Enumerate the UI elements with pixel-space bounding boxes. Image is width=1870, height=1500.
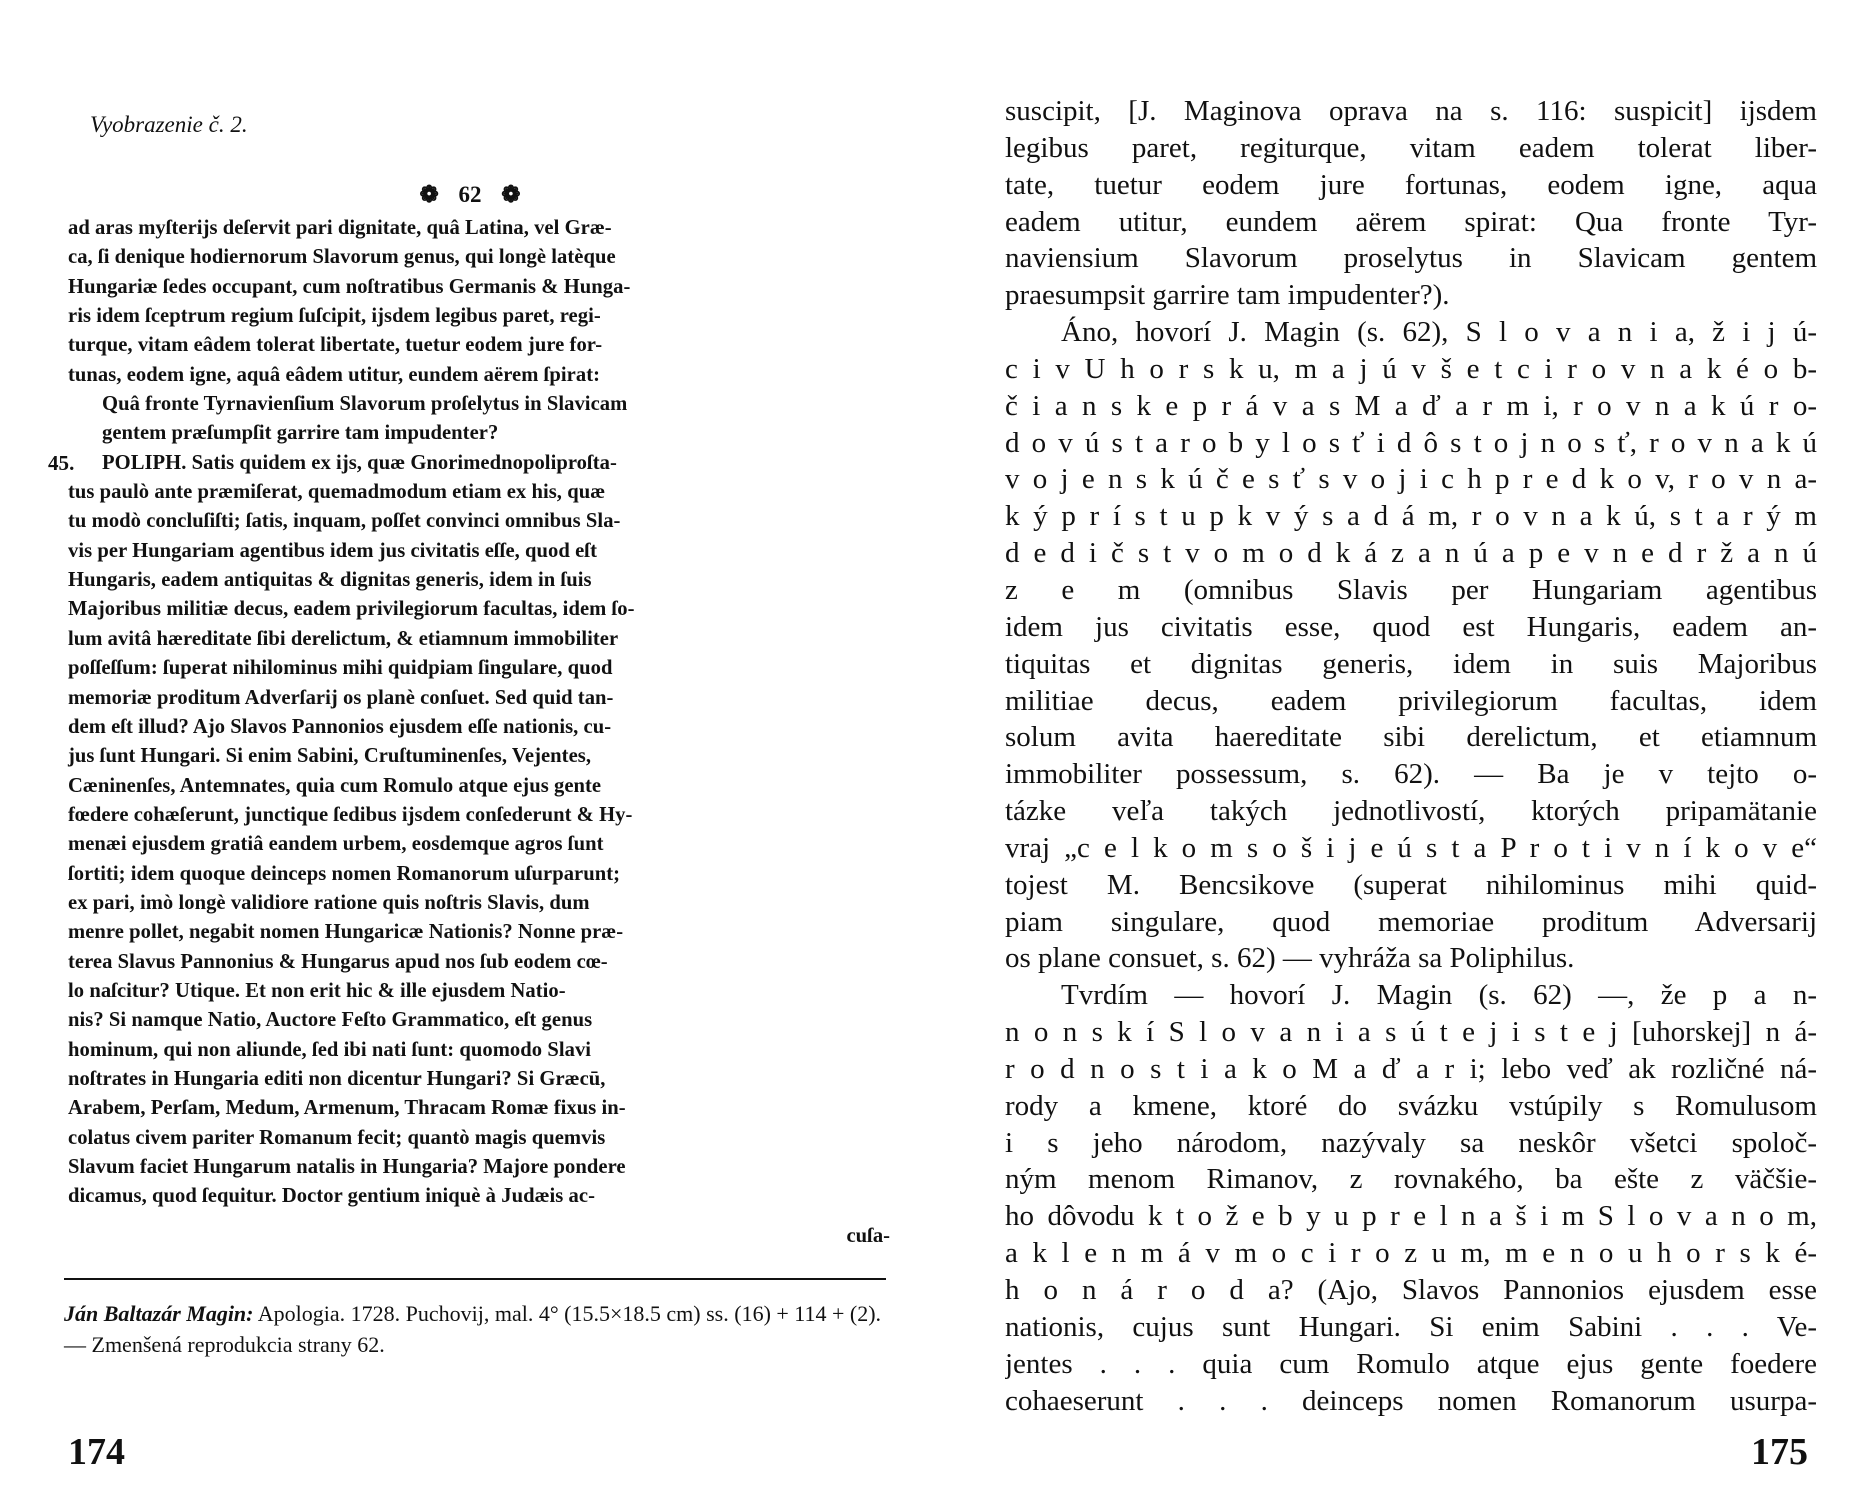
scan-line [50, 478, 890, 507]
scan-line-text: terea Slavus Pannonius & Hungarus apud nos ſub eodem cœ- [68, 950, 608, 973]
scan-line [50, 595, 890, 624]
scan-line [50, 772, 890, 801]
text-line: ho dôvodu k t o ž e b y u p r e l n a š i m S l o v a n o m, [1005, 1200, 1817, 1233]
scan-line-text: ca, ſi denique hodiernorum Slavorum genus, qui longè latèque [68, 246, 616, 269]
scan-line [50, 1182, 890, 1211]
scan-line-text: ſortiti; idem quoque deinceps nomen Romanorum uſurparunt; [68, 862, 621, 885]
scan-line [50, 889, 890, 918]
text-line: Áno, hovorí J. Magin (s. 62), S l o v a n i a, ž i j ú- [1061, 316, 1817, 349]
scan-line-text: gentem præſumpſit garrire tam impudenter? [102, 422, 499, 445]
scan-line [50, 948, 890, 977]
scan-line-text: tus paulò ante præmiſerat, quemadmodum etiam ex his, quæ [68, 481, 606, 504]
scan-catchword: cuſa- [846, 1224, 890, 1247]
scan-line [50, 419, 890, 448]
scan-text-block [50, 214, 890, 1212]
text-line: suscipit, [J. Maginova oprava na s. 116: suspicit] ijsdem [1005, 95, 1817, 127]
scan-line [50, 507, 890, 536]
text-line: cohaeserunt . . . deinceps nomen Romanorum usurpa- [1005, 1384, 1817, 1417]
scan-line-text: Slavum faciet Hungarum natalis in Hungaria? Majore pondere [68, 1156, 626, 1178]
scan-line-text: POLIPH. Satis quidem ex ijs, quæ Gnorimednopoliproſta- [102, 451, 617, 474]
text-line: piam singulare, quod memoriae proditum Adversarij [1005, 905, 1817, 938]
scan-line [50, 537, 890, 566]
scan-line-text: dem eſt illud? Ajo Slavos Pannonios ejusdem eſſe nationis, cu- [68, 715, 612, 738]
scan-line [50, 273, 890, 302]
text-line: immobiliter possessum, s. 62). — Ba je v tejto o- [1005, 758, 1817, 791]
scan-line [50, 1124, 890, 1153]
scan-line [50, 449, 890, 478]
scan-line [50, 1006, 890, 1035]
text-line: idem jus civitatis esse, quod est Hungaris, eadem an- [1005, 610, 1817, 643]
scan-line-text: ad aras myſterijs deſervit pari dignitate, quâ Latina, vel Græ- [68, 217, 612, 239]
scan-line [50, 1094, 890, 1123]
scan-line-text: poſſeſſum: ſuperat nihilominus mihi quidpiam ſingulare, quod [68, 657, 613, 680]
scan-line [50, 742, 890, 771]
text-line: naviensium Slavorum proselytus in Slavicam gentem [1005, 242, 1817, 275]
text-line: a k l e n m á v m o c i r o z u m, m e n o u h o r s k é- [1005, 1237, 1817, 1270]
page-number-left: 174 [68, 1431, 125, 1473]
scan-line-text: hominum, qui non aliunde, ſed ibi nati ſunt: quomodo Slavi [68, 1038, 592, 1061]
scan-line [50, 830, 890, 859]
text-line: solum avita haereditate sibi derelictum, et etiamnum [1005, 721, 1817, 754]
scan-line [50, 243, 890, 272]
scan-line-text: Hungaris, eadem antiquitas & dignitas generis, idem in ſuis [68, 569, 592, 592]
text-line: tiquitas et dignitas generis, idem in suis Majoribus [1005, 647, 1817, 680]
scan-line-text: ex pari, imò longè validiore ratione quis noſtris Slavis, dum [68, 891, 590, 914]
scan-line [50, 713, 890, 742]
scan-line-text: lum avitâ hæreditate ſibi derelictum, & etiamnum immobiliter [68, 627, 619, 650]
scan-line-text: Majoribus militiæ decus, eadem privilegiorum facultas, idem ſo- [68, 598, 635, 621]
scan-line-text: fœdere cohæſerunt, junctique ſedibus ijsdem conſederunt & Hy- [68, 803, 633, 826]
scan-line [50, 654, 890, 683]
scan-line [50, 566, 890, 595]
caption-divider [64, 1278, 886, 1280]
text-line: praesumpsit garrire tam impudenter?). [1005, 279, 1450, 312]
text-line: z e m (omnibus Slavis per Hungariam agentibus [1005, 573, 1817, 606]
scan-line-text: tu modò concluſiſti; ſatis, inquam, poſſet convinci omnibus Sla- [68, 510, 621, 533]
scan-line [50, 1065, 890, 1094]
scan-line-text: menre pollet, negabit nomen Hungaricæ Nationis? Nonne præ- [68, 921, 624, 944]
text-line: n o n s k í S l o v a n i a s ú t e j i s t e j [uhorskej] n á- [1005, 1016, 1817, 1049]
text-line: eadem utitur, eundem aërem spirat: Qua fronte Tyr- [1005, 205, 1817, 238]
scan-line [50, 302, 890, 331]
text-line: jentes . . . quia cum Romulo atque ejus gente foedere [1005, 1347, 1817, 1380]
scan-line-text: tunas, eodem igne, aquâ eâdem utitur, eundem aërem ſpirat: [68, 363, 601, 386]
scan-line [50, 977, 890, 1006]
text-line: rody a kmene, ktoré do svázku vstúpily s Romulusom [1005, 1089, 1817, 1122]
figure-caption [64, 1298, 894, 1360]
text-line: i s jeho národom, nazývaly sa neskôr všetci spoloč- [1005, 1126, 1817, 1159]
scan-line [50, 860, 890, 889]
text-line: d e d i č s t v o m o d k á z a n ú a p e v n e d r ž a n ú [1005, 537, 1817, 570]
scan-line [50, 214, 890, 243]
text-line: h o n á r o d a? (Ajo, Slavos Pannonios ejusdem esse [1005, 1274, 1817, 1306]
scan-line [50, 1153, 890, 1182]
text-line: k ý p r í s t u p k v ý s a d á m, r o v n a k ú, s t a r ý m [1005, 500, 1817, 533]
caption-author: Ján Baltazár Magin: [64, 1301, 254, 1326]
scan-line-text: menæi ejusdem gratiâ eandem urbem, eosdemque agros ſunt [68, 833, 604, 856]
text-line: ným menom Rimanov, z rovnakého, ba ešte z väčšie- [1005, 1163, 1817, 1196]
text-line: Tvrdím — hovorí J. Magin (s. 62) —, že p a n- [1061, 979, 1817, 1012]
scan-line [50, 331, 890, 360]
scan-line-text: Arabem, Perſam, Medum, Armenum, Thracam Romæ fixus in- [68, 1097, 626, 1120]
scan-line-text: noſtrates in Hungaria editi non dicentur Hungari? Si Græcū, [68, 1067, 606, 1090]
scan-line [50, 390, 890, 419]
scan-line [50, 801, 890, 830]
scan-line-text: vis per Hungariam agentibus idem jus civitatis eſſe, quod eſt [68, 539, 597, 562]
ornament-icon: ❁ [501, 182, 521, 207]
scan-line [50, 625, 890, 654]
scan-line [50, 361, 890, 390]
text-line: militiae decus, eadem privilegiorum facultas, idem [1005, 684, 1817, 717]
page-number-right: 175 [1751, 1431, 1808, 1473]
body-text [1005, 93, 1817, 1419]
text-line: legibus paret, regiturque, vitam eadem tolerat liber- [1005, 131, 1817, 164]
text-line: v o j e n s k ú č e s ť s v o j i c h p r e d k o v, r o v n a- [1005, 463, 1817, 496]
ornament-icon: ❁ [419, 182, 439, 207]
scan-line-text: memoriæ proditum Adverſarij os planè conſuet. Sed quid tan- [68, 686, 614, 709]
text-line: d o v ú s t a r o b y l o s ť i d ô s t o j n o s ť, r o v n a k ú [1005, 426, 1817, 459]
text-line: vraj „c e l k o m s o š i j e ú s t a P r o t i v n í k o v e“ [1005, 831, 1817, 864]
scanned-page-reproduction [50, 182, 890, 1251]
scan-line-text: ris idem ſceptrum regium ſuſcipit, ijsdem legibus paret, regi- [68, 305, 601, 328]
scan-line-text: turque, vitam eâdem tolerat libertate, tuetur eodem jure for- [68, 334, 603, 357]
text-line: os plane consuet, s. 62) — vyhráža sa Poliphilus. [1005, 942, 1575, 975]
text-line: tate, tuetur eodem jure fortunas, eodem igne, aqua [1005, 168, 1817, 201]
text-line: nationis, cujus sunt Hungari. Si enim Sabini . . . Ve- [1005, 1310, 1817, 1343]
text-line: c i v U h o r s k u, m a j ú v š e t c i r o v n a k é o b- [1005, 352, 1817, 385]
text-line: r o d n o s t i a k o M a ď a r i; lebo veď ak rozličné ná- [1005, 1052, 1817, 1085]
scan-page-number: 62 [458, 182, 482, 207]
scan-line [50, 1036, 890, 1065]
text-line: č i a n s k e p r á v a s M a ď a r m i, r o v n a k ú r o- [1005, 389, 1817, 422]
scan-line-text: jus ſunt Hungari. Si enim Sabini, Cruſtuminenſes, Vejentes, [68, 745, 592, 768]
text-line: tojest M. Bencsikove (superat nihilominus mihi quid- [1005, 868, 1817, 901]
figure-label: Vyobrazenie č. 2. [90, 112, 248, 137]
scan-line-text: dicamus, quod ſequitur. Doctor gentium iniquè à Judæis ac- [68, 1185, 595, 1208]
scan-line [50, 684, 890, 713]
caption-text: Apologia. 1728. Puchovij, mal. 4° (15.5×18.5 cm) ss. (16) + 114 + (2). — Zmenšená reprodukcia strany 62. [64, 1301, 882, 1357]
scan-line-text: Cæninenſes, Antemnates, quia cum Romulo atque ejus gente [68, 774, 602, 797]
scan-line-text: colatus civem pariter Romanum fecit; quantò magis quemvis [68, 1126, 606, 1149]
scan-line [50, 918, 890, 947]
scan-line-text: Quâ fronte Tyrnavienſium Slavorum proſelytus in Slavicam [102, 393, 628, 416]
right-page [935, 0, 1870, 1500]
scan-page-header [50, 182, 890, 208]
scan-line-text: Hungariæ ſedes occupant, cum noſtratibus Germanis & Hunga- [68, 275, 631, 298]
scan-line-text: lo naſcitur? Utique. Et non erit hic & ille ejusdem Natio- [68, 979, 566, 1002]
margin-number: 45. [48, 450, 75, 475]
scan-line-text: nis? Si namque Natio, Auctore Feſto Grammatico, eſt genus [68, 1009, 593, 1032]
text-line: tázke veľa takých jednotlivostí, ktorých pripamätanie [1005, 795, 1817, 828]
